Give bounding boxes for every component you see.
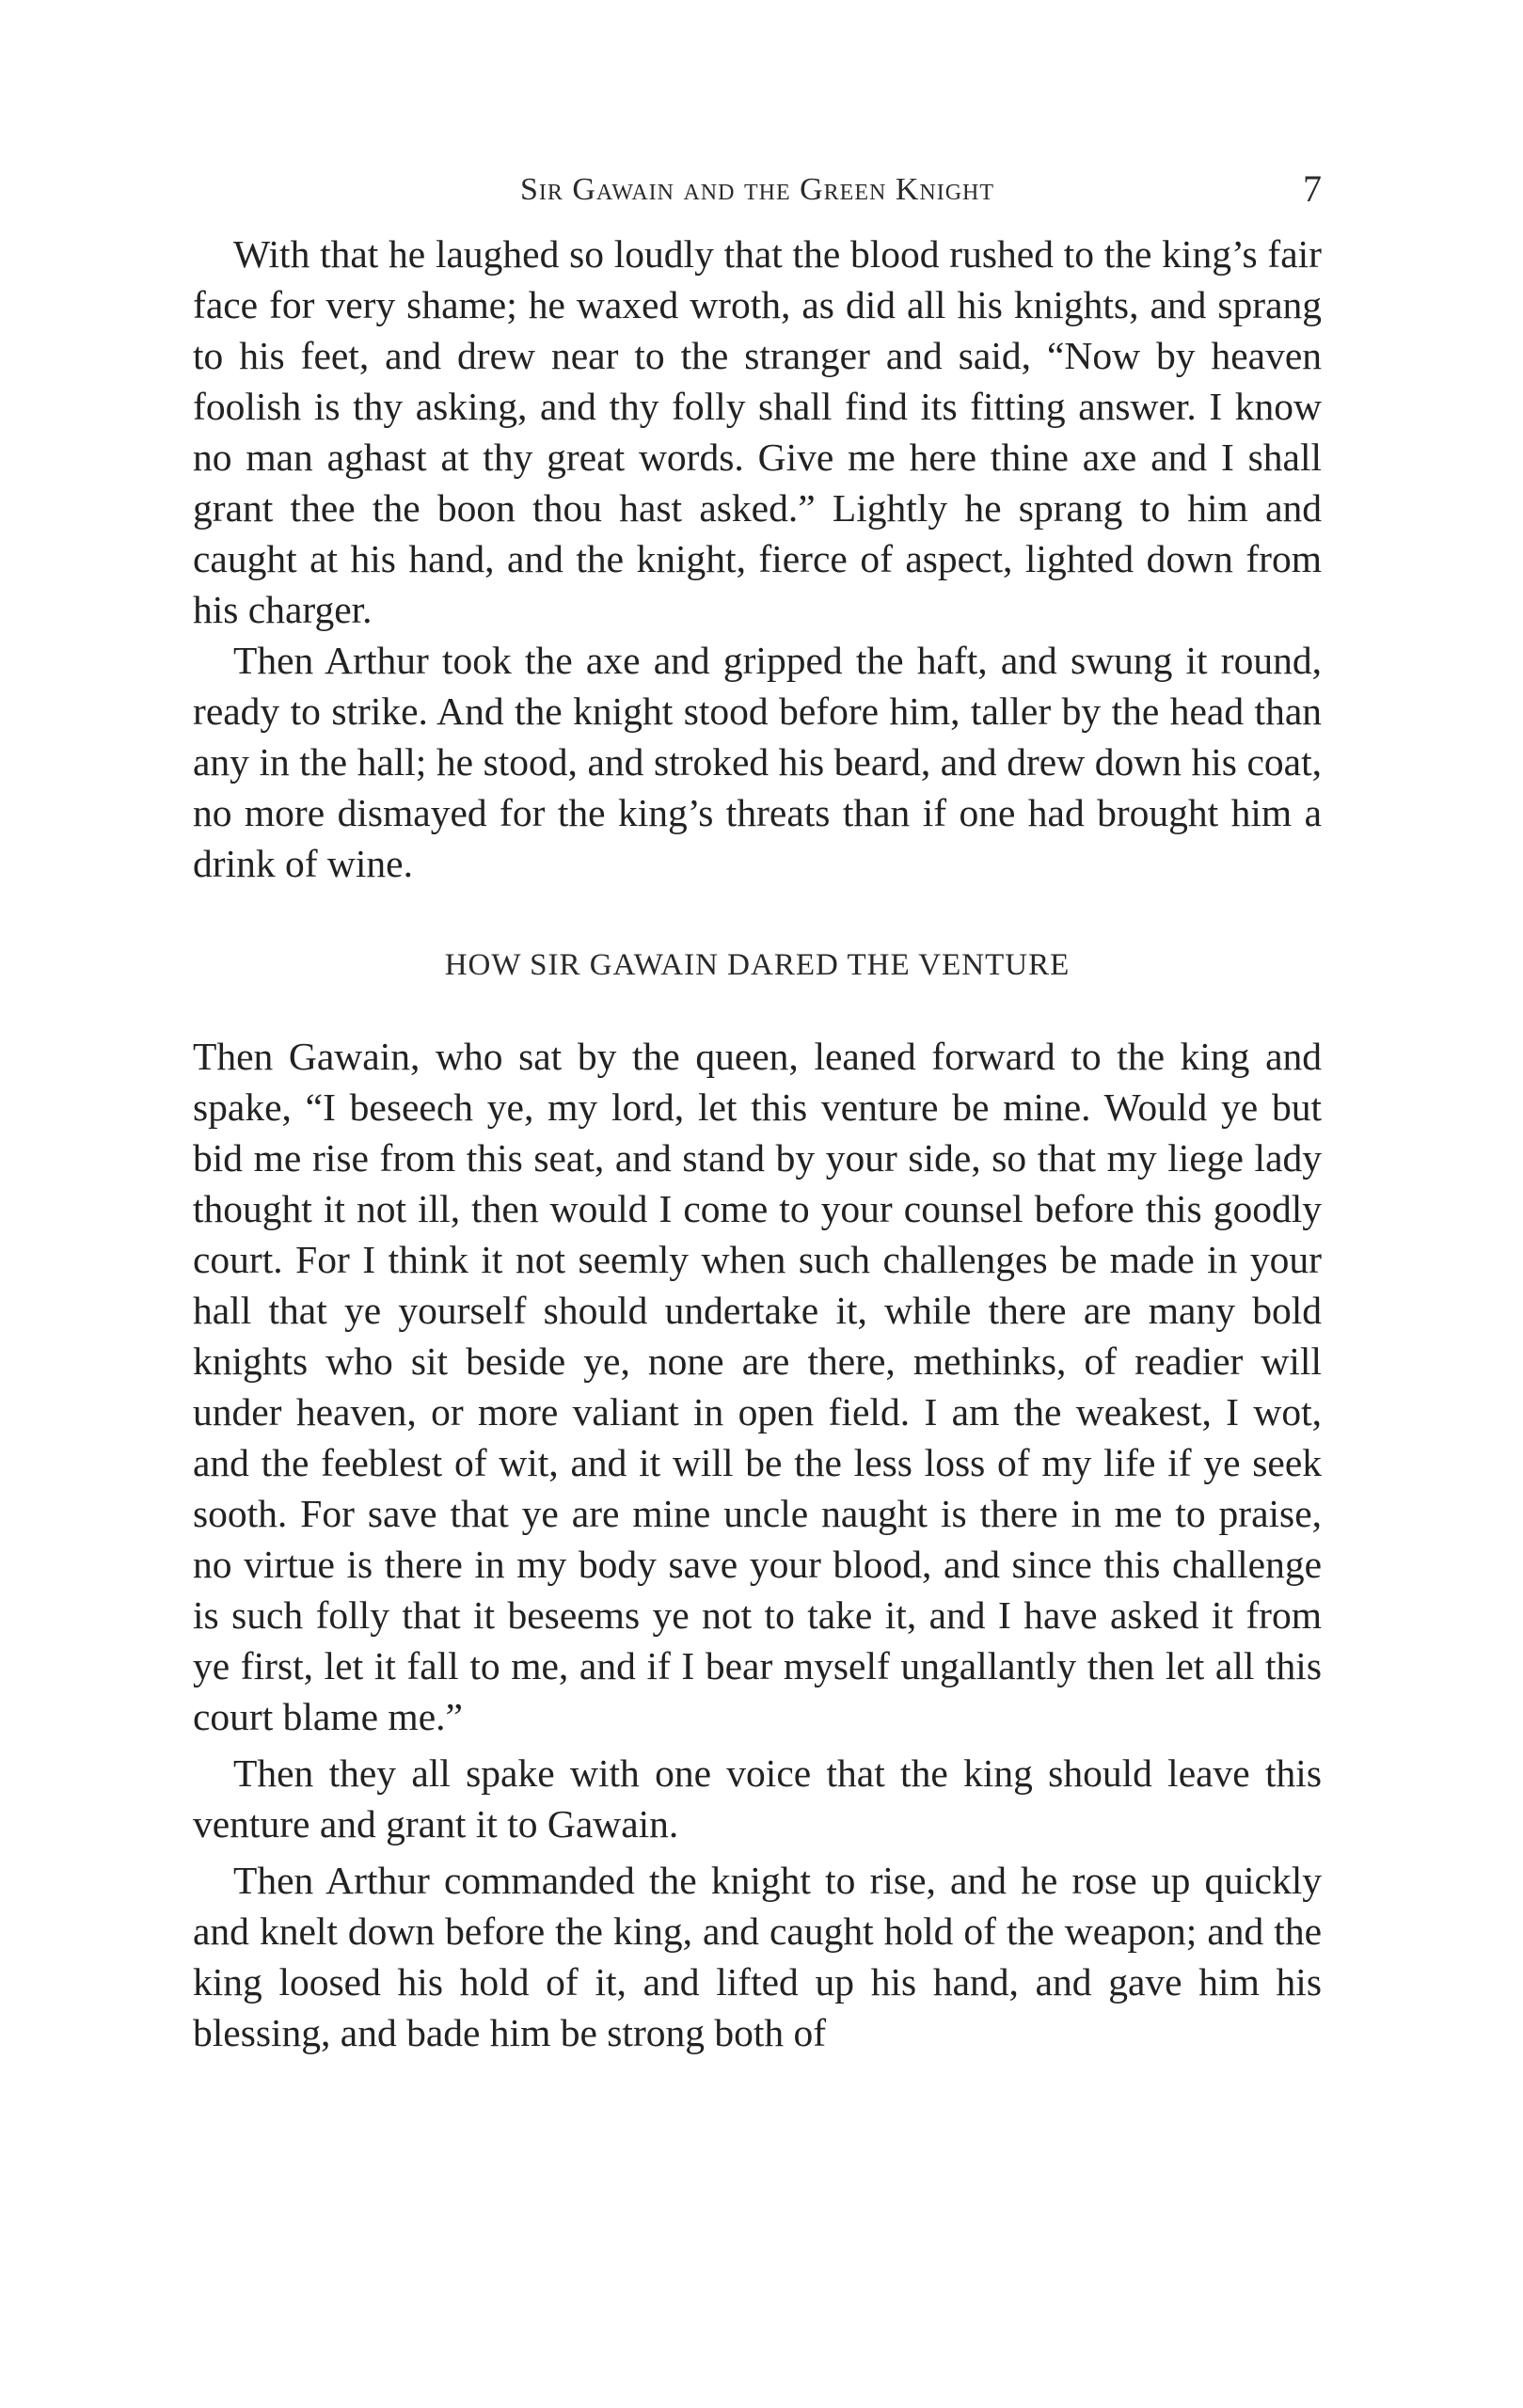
- running-title: Sir Gawain and the Green Knight: [519, 172, 995, 207]
- paragraph: Then Arthur commanded the knight to rise, and he rose up quickly and knelt down before the king, and caught hold of the weapon; and the king loosed his hold of it, and lifted up his hand, and gave him his blessing, and bade him be strong both of: [193, 1859, 1322, 2054]
- page-number: 7: [1303, 167, 1322, 210]
- paragraph: With that he laughed so loudly that the blood rushed to the king’s fair face for very shame; he waxed wroth, as did all his knights, and sprang to his feet, and drew near to the stranger and said, “Now by heaven foolish is thy asking, and thy folly shall find its fitting answer. I know no man aghast at thy great words. Give me here thine axe and I shall grant thee the boon thou hast asked.” Lightly he sprang to him and caught at his hand, and the knight, fierce of aspect, lighted down from his charger.: [193, 232, 1322, 631]
- paragraph: Then they all spake with one voice that the king should leave this venture and grant it to Gawain.: [193, 1751, 1322, 1846]
- body-text: [193, 229, 1322, 2058]
- paragraph: Then Gawain, who sat by the queen, leaned forward to the king and spake, “I beseech ye, my lord, let this venture be mine. Would ye but bid me rise from this seat, and stand by your side, so that my liege lady thought it not ill, then would I come to your counsel before this goodly court. For I think it not seemly when such challenges be made in your hall that ye yourself should undertake it, while there are many bold knights who sit beside ye, none are there, methinks, of readier will under heaven, or more valiant in open field. I am the weakest, I wot, and the feeblest of wit, and it will be the less loss of my life if ye seek sooth. For save that ye are mine uncle naught is there in me to praise, no virtue is there in my body save your blood, and since this challenge is such folly that it beseems ye not to take it, and I have asked it from ye first, let it fall to me, and if I bear myself ungallantly then let all this court blame me.”: [193, 1035, 1322, 1738]
- paragraph: Then Arthur took the axe and gripped the haft, and swung it round, ready to strike. And the knight stood before him, taller by the head than any in the hall; he stood, and stroked his beard, and drew down his coat, no more dismayed for the king’s threats than if one had brought him a drink of wine.: [193, 639, 1322, 885]
- section-heading: HOW SIR GAWAIN DARED THE VENTURE: [444, 948, 1071, 982]
- running-head: [193, 167, 1322, 229]
